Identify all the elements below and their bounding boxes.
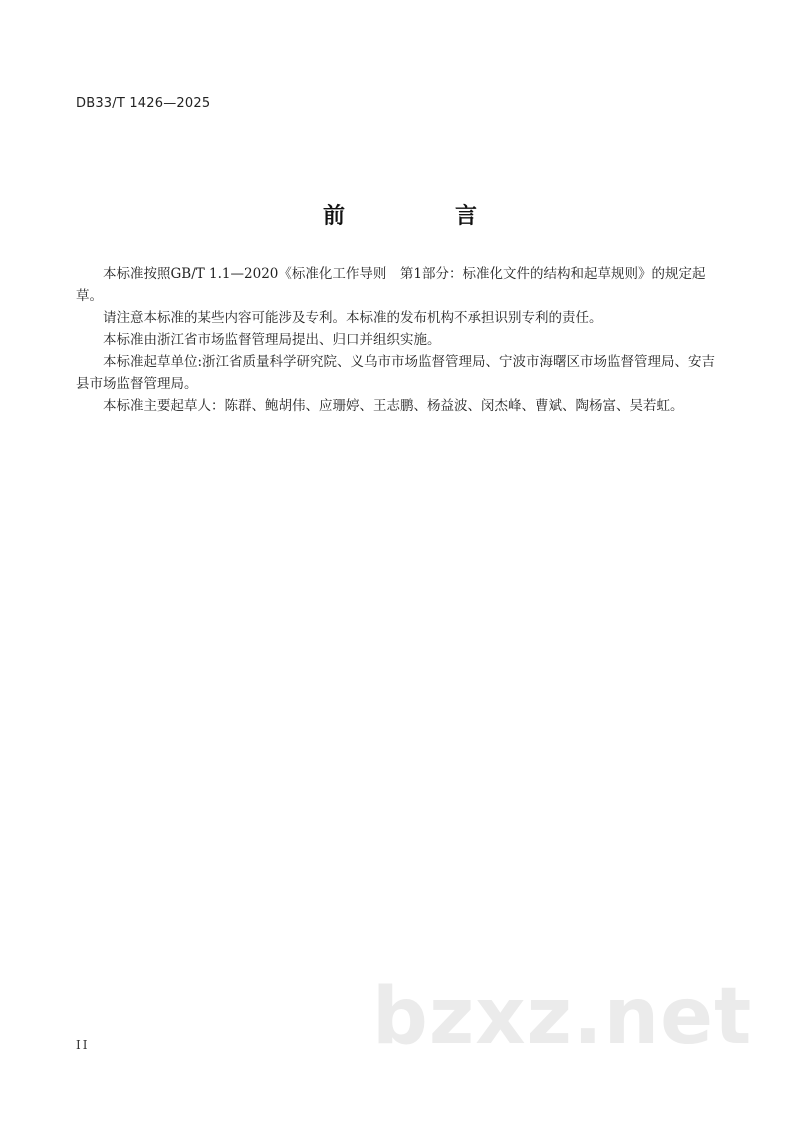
paragraph-drafting-units: 本标准起草单位:浙江省质量科学研究院、义乌市市场监督管理局、宁波市海曙区市场监督管理局、安吉县市场监督管理局。 — [76, 354, 716, 392]
page-number: II — [76, 1038, 90, 1052]
paragraph-proposer: 本标准由浙江省市场监督管理局提出、归口并组织实施。 — [103, 332, 441, 348]
paragraph-drafters: 本标准主要起草人：陈群、鲍胡伟、应珊婷、王志鹏、杨益波、闵杰峰、曹斌、陶杨富、吴若虹。 — [103, 398, 684, 414]
paragraph-drafting-rules: 本标准按照GB/T 1.1—2020《标准化工作导则 第1部分：标准化文件的结构和起草规则》的规定起草。 — [76, 266, 706, 304]
foreword-body — [76, 263, 716, 417]
paragraph-patent-notice: 请注意本标准的某些内容可能涉及专利。本标准的发布机构不承担识别专利的责任。 — [103, 310, 603, 326]
standard-code: DB33/T 1426—2025 — [76, 96, 211, 111]
watermark: bzxz.net — [372, 972, 753, 1062]
page-title: 前 言 — [322, 204, 521, 229]
